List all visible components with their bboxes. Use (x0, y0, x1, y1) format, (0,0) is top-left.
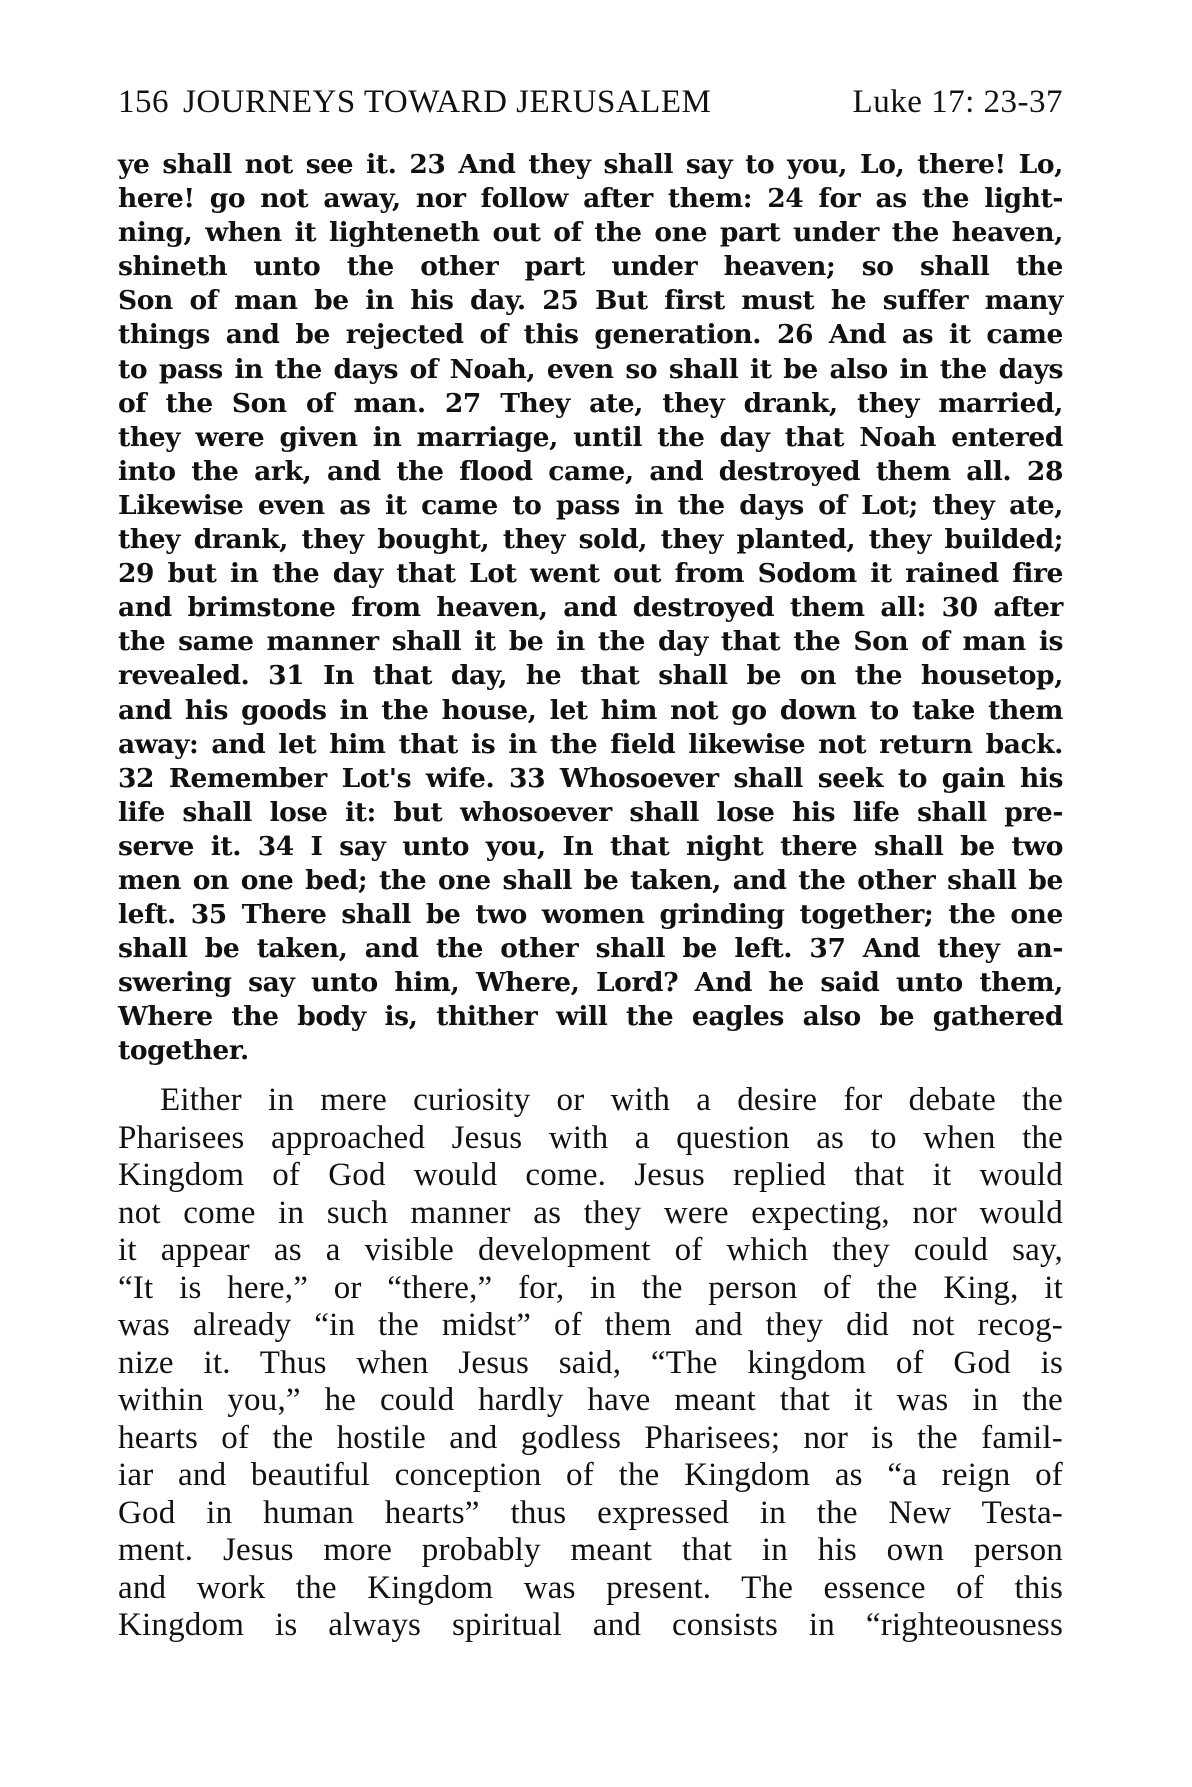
scripture-line: revealed. 31 In that day, he that shall be on the housetop, (118, 660, 1063, 692)
page-number: 156 (118, 84, 169, 120)
scripture-line: men on one bed; the one shall be taken, and the other shall be (118, 864, 1063, 896)
commentary-line: “It is here,” or “there,” for, in the person of the King, it (118, 1269, 1063, 1306)
scripture-line: into the ark, and the flood came, and destroyed them all. 28 (118, 455, 1063, 487)
scripture-line: Where the body is, thither will the eagles also be gathered (118, 1001, 1063, 1033)
running-title: JOURNEYS TOWARD JERUSALEM (183, 84, 712, 120)
scripture-line: ning, when it lighteneth out of the one part under the heaven, (118, 217, 1063, 249)
scripture-line: of the Son of man. 27 They ate, they drank, they married, (118, 387, 1063, 419)
commentary-line: ment. Jesus more probably meant that in his own person (118, 1532, 1063, 1568)
commentary-line: nize it. Thus when Jesus said, “The kingdom of God is (118, 1344, 1063, 1381)
scripture-line: life shall lose it: but whosoever shall lose his life shall pre- (118, 796, 1063, 828)
commentary-line: Kingdom of God would come. Jesus replied that it would (118, 1157, 1063, 1193)
scripture-line: swering say unto him, Where, Lord? And he said unto them, (118, 967, 1063, 999)
scripture-line: they drank, they bought, they sold, they planted, they builded; (118, 524, 1063, 556)
commentary-line: Kingdom is always spiritual and consists in “righteousness (118, 1607, 1063, 1643)
running-head (118, 82, 1063, 122)
scripture-line: and his goods in the house, let him not go down to take them (118, 694, 1063, 726)
scripture-line: serve it. 34 I say unto you, In that night there shall be two (118, 830, 1063, 862)
scripture-line: left. 35 There shall be two women grinding together; the one (118, 899, 1063, 931)
scripture-line: away: and let him that is in the field likewise not return back. (118, 728, 1063, 760)
scripture-line: shall be taken, and the other shall be left. 37 And they an- (118, 933, 1063, 965)
scripture-line: they were given in marriage, until the day that Noah entered (118, 421, 1063, 453)
scripture-line: the same manner shall it be in the day that the Son of man is (118, 626, 1063, 658)
commentary-line: hearts of the hostile and godless Pharisees; nor is the famil- (118, 1419, 1063, 1456)
commentary-line: Pharisees approached Jesus with a question as to when the (118, 1119, 1063, 1156)
scripture-line: and brimstone from heaven, and destroyed them all: 30 after (118, 592, 1063, 624)
scripture-line: 32 Remember Lot's wife. 33 Whosoever shall seek to gain his (118, 762, 1063, 794)
commentary-line: was already “in the midst” of them and they did not recog- (118, 1307, 1063, 1343)
commentary-line: Either in mere curiosity or with a desire for debate the (160, 1082, 1063, 1118)
scripture-line: 29 but in the day that Lot went out from Sodom it rained fire (118, 558, 1063, 590)
commentary-line: not come in such manner as they were expecting, nor would (118, 1194, 1063, 1231)
scripture-line: here! go not away, nor follow after them: 24 for as the light- (118, 183, 1063, 215)
commentary-line: God in human hearts” thus expressed in the New Testa- (118, 1494, 1063, 1531)
commentary-line: iar and beautiful conception of the Kingdom as “a reign of (118, 1457, 1063, 1493)
scripture-line: to pass in the days of Noah, even so shall it be also in the days (118, 353, 1063, 385)
commentary-line: within you,” he could hardly have meant that it was in the (118, 1382, 1063, 1418)
scripture-line: things and be rejected of this generation. 26 And as it came (118, 319, 1063, 351)
scripture-line: Likewise even as it came to pass in the days of Lot; they ate, (118, 489, 1063, 521)
scripture-line: Son of man be in his day. 25 But first must he suffer many (118, 285, 1063, 317)
scripture-line: ye shall not see it. 23 And they shall say to you, Lo, there! Lo, (118, 149, 1063, 180)
commentary-paragraph (118, 1082, 1063, 1645)
scripture-line: shineth unto the other part under heaven; so shall the (118, 251, 1063, 283)
scripture-reference: Luke 17: 23-37 (852, 84, 1063, 120)
commentary-line: it appear as a visible development of which they could say, (118, 1232, 1063, 1268)
commentary-line: and work the Kingdom was present. The essence of this (118, 1569, 1063, 1606)
scripture-line: together. (118, 1035, 249, 1067)
scripture-passage (118, 148, 1063, 1069)
